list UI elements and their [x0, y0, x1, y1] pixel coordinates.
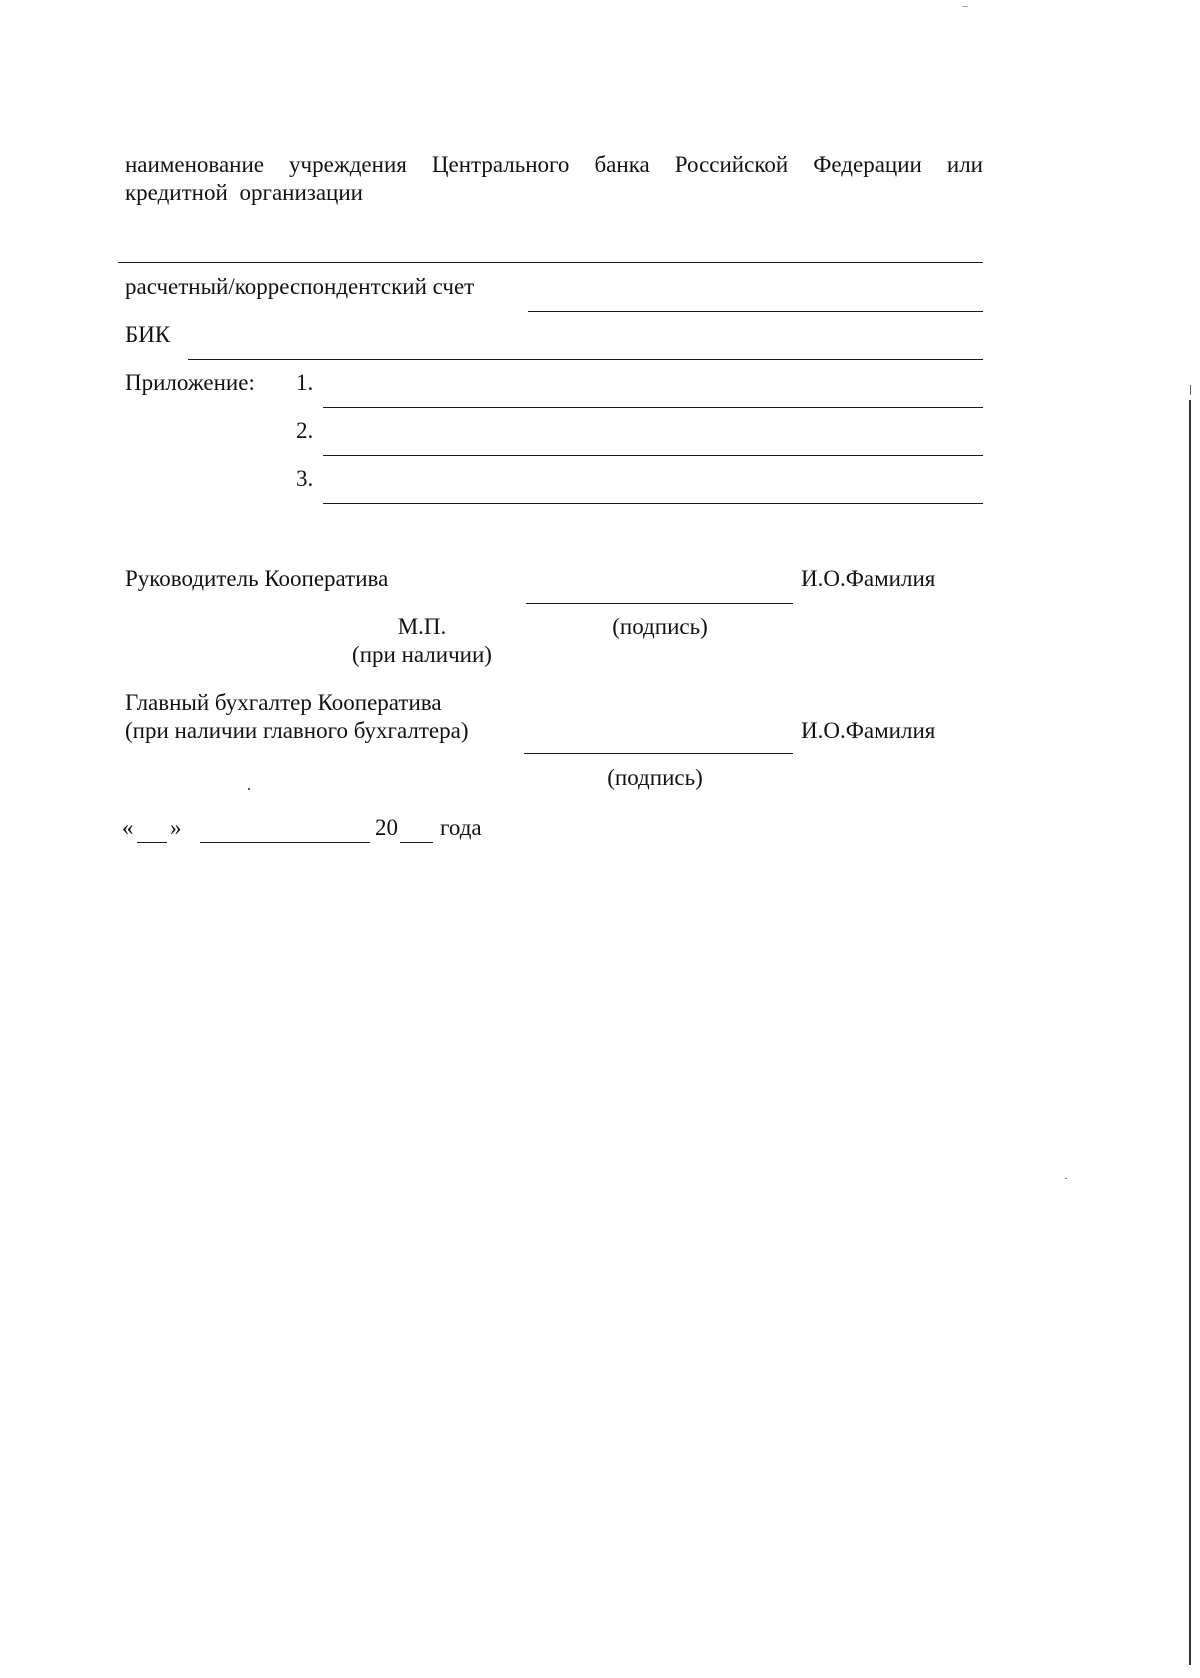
head-title: Руководитель Кооператива [125, 566, 389, 591]
attachment-number-2: 2. [296, 418, 314, 443]
date-year-field[interactable] [400, 842, 433, 843]
bank-name-field[interactable] [118, 262, 983, 263]
scan-edge-tick [1190, 385, 1191, 395]
attachment-field-1[interactable] [323, 407, 983, 408]
stamp-label: М.П. [397, 614, 447, 639]
bik-field[interactable] [188, 359, 983, 360]
date-day-field[interactable] [137, 842, 167, 843]
date-year-prefix: 20 [375, 815, 398, 840]
bik-label: БИК [125, 322, 171, 347]
accountant-title-note: (при наличии главного бухгалтера) [125, 718, 469, 743]
accountant-signature-field[interactable] [524, 753, 793, 754]
bank-name-caption: наименование учреждения Центрального банка Российской Федерации или кредитной организации [125, 152, 983, 205]
head-signature-caption: (подпись) [612, 614, 708, 639]
date-month-field[interactable] [200, 842, 370, 843]
accountant-title: Главный бухгалтер Кооператива [125, 690, 442, 715]
head-name: И.О.Фамилия [801, 566, 936, 591]
scan-top-mark [962, 6, 968, 7]
date-close-quote: » [170, 815, 182, 840]
account-field[interactable] [528, 311, 983, 312]
account-label: расчетный/корреспондентский счет [125, 274, 475, 299]
head-signature-field[interactable] [526, 603, 793, 604]
attachment-number-1: 1. [296, 370, 314, 395]
attachments-label: Приложение: [125, 370, 255, 395]
date-open-quote: « [122, 815, 134, 840]
attachment-field-2[interactable] [323, 455, 983, 456]
stamp-note: (при наличии) [352, 642, 492, 667]
accountant-name: И.О.Фамилия [801, 718, 936, 743]
scan-edge-line [1189, 400, 1191, 1665]
attachment-field-3[interactable] [323, 503, 983, 504]
scan-speck [248, 788, 250, 790]
scan-edge-dot [1065, 1178, 1067, 1179]
date-year-suffix: года [440, 815, 482, 840]
attachment-number-3: 3. [296, 466, 314, 491]
accountant-signature-caption: (подпись) [607, 765, 703, 790]
